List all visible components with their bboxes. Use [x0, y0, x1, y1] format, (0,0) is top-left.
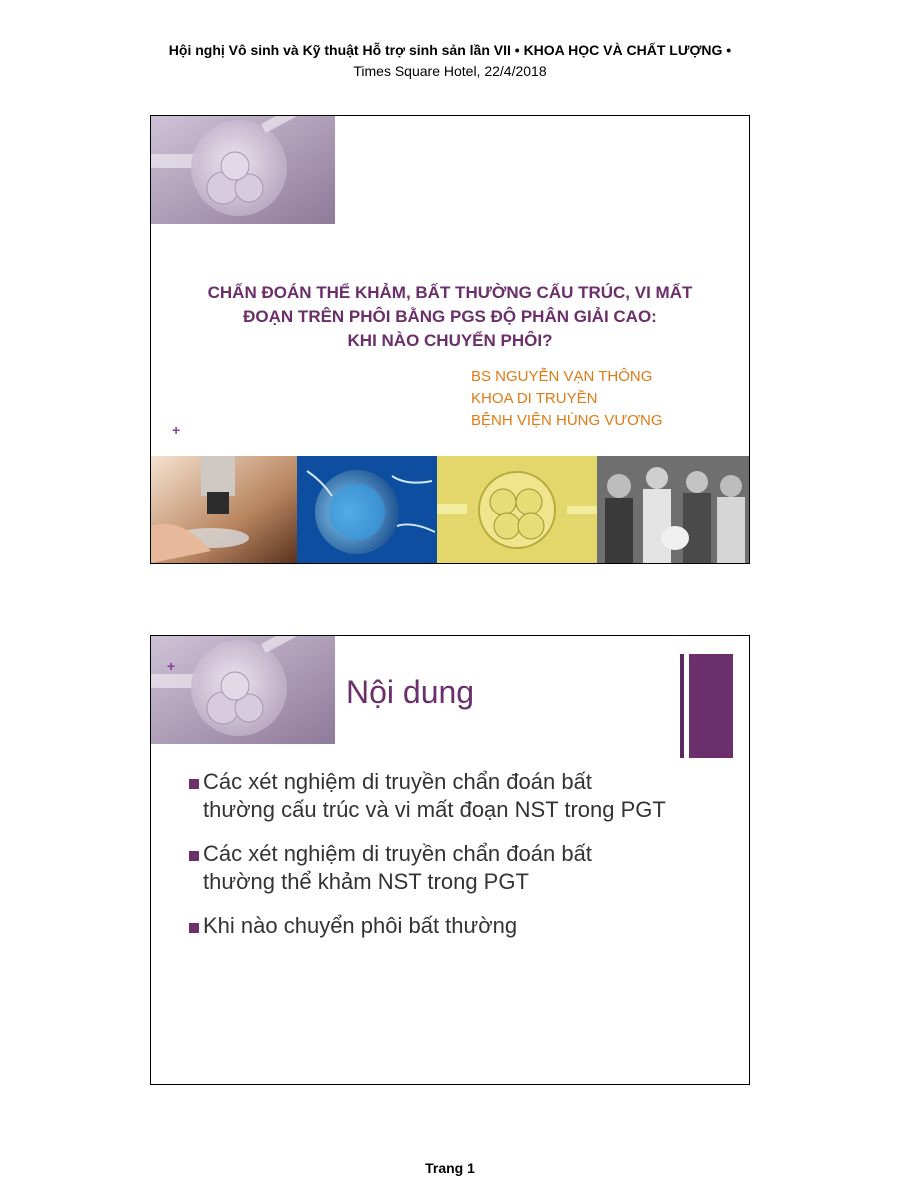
- embryo-cell-image: [151, 636, 335, 744]
- plus-icon: +: [167, 658, 176, 674]
- list-item: Khi nào chuyển phôi bất thường: [189, 912, 669, 940]
- content-list: [189, 768, 669, 956]
- venue-date: Times Square Hotel, 22/4/2018: [353, 63, 547, 79]
- slide-heading: Nội dung: [346, 674, 475, 710]
- presentation-title: [151, 281, 749, 353]
- slide-contents: [150, 635, 750, 1085]
- photo-strip: [151, 456, 749, 563]
- list-item: Các xét nghiệm di truyền chẩn đoán bất thường cấu trúc và vi mất đoạn NST trong PGT: [189, 768, 669, 824]
- bullet-square-icon: [189, 923, 199, 933]
- slide-title: [150, 115, 750, 564]
- title-line: CHẨN ĐOÁN THỂ KHẢM, BẤT THƯỜNG CẤU TRÚC, VI MẤT: [207, 283, 693, 302]
- bullet-square-icon: [189, 851, 199, 861]
- embryo-photo: [437, 456, 597, 563]
- list-item: Các xét nghiệm di truyền chẩn đoán bất thường thể khảm NST trong PGT: [189, 840, 669, 896]
- microscope-photo: [151, 456, 297, 563]
- mothers-babies-photo: [597, 456, 749, 563]
- accent-bar-wide: [689, 654, 733, 758]
- author-name: BS NGUYỄN VẠN THÔNG: [471, 368, 653, 385]
- bullet-square-icon: [189, 779, 199, 789]
- title-line: KHI NÀO CHUYỂN PHÔI?: [347, 331, 553, 350]
- author-hospital: BỆNH VIỆN HÙNG VƯƠNG: [471, 412, 663, 429]
- page-number: Trang 1: [425, 1160, 475, 1176]
- title-line: ĐOẠN TRÊN PHÔI BẰNG PGS ĐỘ PHÂN GIẢI CAO:: [243, 307, 657, 326]
- plus-icon: +: [172, 422, 181, 438]
- document-header: [0, 40, 900, 82]
- author-block: [471, 366, 663, 432]
- accent-bar-thin: [680, 654, 684, 758]
- author-department: KHOA DI TRUYỀN: [471, 390, 598, 407]
- embryo-cell-image: [151, 116, 335, 224]
- egg-sperm-illustration: [297, 456, 437, 563]
- conference-title: Hội nghị Vô sinh và Kỹ thuật Hỗ trợ sinh sản lần VII • KHOA HỌC VÀ CHẤT LƯỢNG •: [168, 42, 732, 58]
